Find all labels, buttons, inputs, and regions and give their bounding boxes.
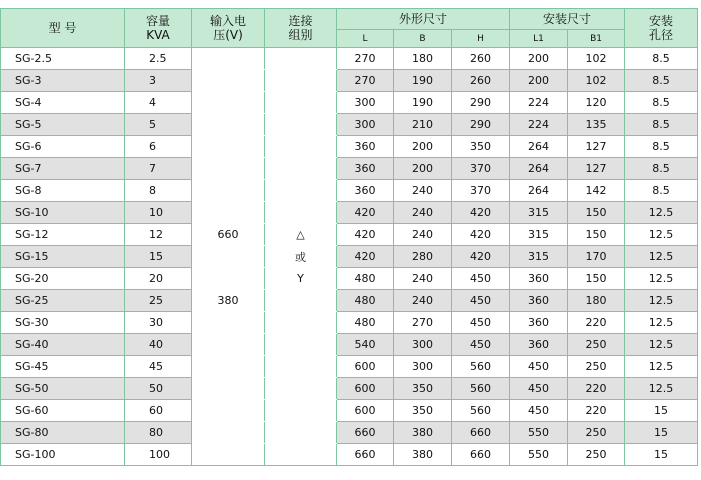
table-row <box>1 400 698 422</box>
cell-model: SG-25 <box>1 290 125 312</box>
cell-L: 300 <box>337 114 394 136</box>
header-voltage-line2: 压(V) <box>213 28 243 42</box>
cell-L1: 264 <box>510 158 568 180</box>
cell-capacity: 50 <box>125 378 192 400</box>
cell-model: SG-6 <box>1 136 125 158</box>
cell-hole: 8.5 <box>625 136 698 158</box>
cell-H: 420 <box>452 224 510 246</box>
cell-B1: 220 <box>568 312 625 334</box>
cell-model: SG-50 <box>1 378 125 400</box>
table-row <box>1 158 698 180</box>
cell-B1: 150 <box>568 224 625 246</box>
cell-L1: 550 <box>510 422 568 444</box>
header-outer-dim: 外形尺寸 <box>337 9 510 30</box>
cell-connection <box>265 334 337 356</box>
cell-connection: Y <box>265 268 337 290</box>
cell-B1: 170 <box>568 246 625 268</box>
cell-B1: 142 <box>568 180 625 202</box>
cell-voltage <box>192 70 265 92</box>
cell-hole: 12.5 <box>625 334 698 356</box>
cell-voltage <box>192 378 265 400</box>
cell-capacity: 6 <box>125 136 192 158</box>
cell-H: 370 <box>452 158 510 180</box>
cell-model: SG-8 <box>1 180 125 202</box>
cell-B: 210 <box>394 114 452 136</box>
cell-connection <box>265 312 337 334</box>
cell-L: 360 <box>337 136 394 158</box>
cell-hole: 15 <box>625 400 698 422</box>
cell-L1: 360 <box>510 312 568 334</box>
cell-voltage: 660 <box>192 224 265 246</box>
cell-L1: 450 <box>510 400 568 422</box>
table-row <box>1 422 698 444</box>
cell-L: 480 <box>337 312 394 334</box>
cell-L1: 360 <box>510 268 568 290</box>
cell-connection <box>265 378 337 400</box>
cell-B1: 250 <box>568 444 625 466</box>
cell-hole: 8.5 <box>625 180 698 202</box>
cell-hole: 8.5 <box>625 158 698 180</box>
cell-B: 240 <box>394 290 452 312</box>
cell-B1: 220 <box>568 400 625 422</box>
cell-B1: 127 <box>568 158 625 180</box>
header-hole-line1: 安装 <box>649 14 674 28</box>
cell-capacity: 25 <box>125 290 192 312</box>
cell-hole: 12.5 <box>625 246 698 268</box>
cell-capacity: 80 <box>125 422 192 444</box>
cell-capacity: 30 <box>125 312 192 334</box>
cell-model: SG-2.5 <box>1 48 125 70</box>
header-B: B <box>394 30 452 48</box>
cell-B: 200 <box>394 136 452 158</box>
cell-connection <box>265 356 337 378</box>
cell-model: SG-3 <box>1 70 125 92</box>
cell-H: 450 <box>452 268 510 290</box>
cell-capacity: 45 <box>125 356 192 378</box>
cell-L1: 550 <box>510 444 568 466</box>
header-connection <box>265 9 337 48</box>
header-capacity-unit: KVA <box>146 28 170 42</box>
cell-B: 280 <box>394 246 452 268</box>
table-row <box>1 290 698 312</box>
cell-L: 480 <box>337 290 394 312</box>
cell-capacity: 20 <box>125 268 192 290</box>
cell-L: 600 <box>337 378 394 400</box>
cell-L1: 200 <box>510 70 568 92</box>
cell-B1: 120 <box>568 92 625 114</box>
cell-L1: 360 <box>510 334 568 356</box>
cell-hole: 15 <box>625 444 698 466</box>
cell-B1: 250 <box>568 356 625 378</box>
cell-L: 420 <box>337 246 394 268</box>
cell-voltage <box>192 202 265 224</box>
table-row <box>1 48 698 70</box>
cell-voltage <box>192 334 265 356</box>
header-capacity <box>125 9 192 48</box>
cell-hole: 8.5 <box>625 48 698 70</box>
cell-B: 180 <box>394 48 452 70</box>
cell-H: 290 <box>452 92 510 114</box>
cell-voltage <box>192 136 265 158</box>
header-L: L <box>337 30 394 48</box>
cell-B: 240 <box>394 180 452 202</box>
header-H: H <box>452 30 510 48</box>
cell-L1: 360 <box>510 290 568 312</box>
cell-L: 270 <box>337 48 394 70</box>
header-model: 型 号 <box>1 9 125 48</box>
cell-L1: 264 <box>510 180 568 202</box>
cell-L: 540 <box>337 334 394 356</box>
cell-voltage <box>192 422 265 444</box>
cell-L1: 224 <box>510 114 568 136</box>
cell-voltage <box>192 158 265 180</box>
cell-voltage <box>192 246 265 268</box>
cell-connection <box>265 444 337 466</box>
cell-connection <box>265 158 337 180</box>
table-row <box>1 70 698 92</box>
header-hole-line2: 孔径 <box>649 28 674 42</box>
table-row <box>1 444 698 466</box>
cell-hole: 8.5 <box>625 92 698 114</box>
cell-model: SG-100 <box>1 444 125 466</box>
header-hole <box>625 9 698 48</box>
cell-B: 380 <box>394 444 452 466</box>
cell-L1: 450 <box>510 356 568 378</box>
cell-hole: 12.5 <box>625 290 698 312</box>
table-row <box>1 224 698 246</box>
cell-connection <box>265 136 337 158</box>
table-row <box>1 312 698 334</box>
table-row <box>1 334 698 356</box>
cell-L: 660 <box>337 444 394 466</box>
cell-model: SG-4 <box>1 92 125 114</box>
cell-L: 660 <box>337 422 394 444</box>
cell-model: SG-40 <box>1 334 125 356</box>
cell-B1: 135 <box>568 114 625 136</box>
cell-B1: 180 <box>568 290 625 312</box>
cell-hole: 15 <box>625 422 698 444</box>
header-mount-dim: 安装尺寸 <box>510 9 625 30</box>
cell-H: 350 <box>452 136 510 158</box>
cell-model: SG-60 <box>1 400 125 422</box>
cell-B: 300 <box>394 334 452 356</box>
cell-voltage <box>192 114 265 136</box>
cell-model: SG-45 <box>1 356 125 378</box>
cell-capacity: 40 <box>125 334 192 356</box>
header-capacity-label: 容量 <box>145 14 170 28</box>
cell-voltage <box>192 92 265 114</box>
cell-hole: 12.5 <box>625 224 698 246</box>
table-row <box>1 268 698 290</box>
cell-B: 350 <box>394 400 452 422</box>
cell-capacity: 4 <box>125 92 192 114</box>
cell-L1: 224 <box>510 92 568 114</box>
cell-connection <box>265 92 337 114</box>
cell-connection <box>265 400 337 422</box>
cell-H: 260 <box>452 70 510 92</box>
cell-connection <box>265 202 337 224</box>
header-connection-line2: 组别 <box>288 28 313 42</box>
cell-voltage <box>192 48 265 70</box>
cell-L1: 315 <box>510 202 568 224</box>
cell-hole: 12.5 <box>625 312 698 334</box>
cell-B: 300 <box>394 356 452 378</box>
cell-H: 660 <box>452 422 510 444</box>
cell-H: 420 <box>452 246 510 268</box>
table-row <box>1 378 698 400</box>
cell-model: SG-20 <box>1 268 125 290</box>
cell-voltage <box>192 400 265 422</box>
cell-B1: 220 <box>568 378 625 400</box>
cell-B: 240 <box>394 224 452 246</box>
cell-B1: 250 <box>568 422 625 444</box>
cell-L1: 264 <box>510 136 568 158</box>
cell-B: 350 <box>394 378 452 400</box>
cell-connection <box>265 48 337 70</box>
header-L1: L1 <box>510 30 568 48</box>
cell-L: 300 <box>337 92 394 114</box>
cell-capacity: 12 <box>125 224 192 246</box>
cell-model: SG-7 <box>1 158 125 180</box>
cell-capacity: 60 <box>125 400 192 422</box>
cell-B1: 250 <box>568 334 625 356</box>
cell-H: 660 <box>452 444 510 466</box>
cell-B: 200 <box>394 158 452 180</box>
cell-model: SG-5 <box>1 114 125 136</box>
cell-L: 270 <box>337 70 394 92</box>
cell-hole: 12.5 <box>625 268 698 290</box>
cell-L1: 450 <box>510 378 568 400</box>
cell-B: 190 <box>394 92 452 114</box>
table-row <box>1 246 698 268</box>
cell-connection <box>265 114 337 136</box>
cell-L1: 315 <box>510 246 568 268</box>
cell-H: 560 <box>452 378 510 400</box>
cell-capacity: 100 <box>125 444 192 466</box>
spec-table <box>0 8 698 466</box>
cell-voltage <box>192 356 265 378</box>
cell-model: SG-15 <box>1 246 125 268</box>
cell-B1: 150 <box>568 202 625 224</box>
cell-capacity: 10 <box>125 202 192 224</box>
cell-B1: 102 <box>568 70 625 92</box>
cell-B: 240 <box>394 202 452 224</box>
cell-H: 450 <box>452 334 510 356</box>
cell-hole: 8.5 <box>625 114 698 136</box>
cell-capacity: 5 <box>125 114 192 136</box>
cell-L: 420 <box>337 202 394 224</box>
cell-L: 600 <box>337 356 394 378</box>
cell-B: 190 <box>394 70 452 92</box>
cell-voltage: 380 <box>192 290 265 312</box>
cell-hole: 12.5 <box>625 202 698 224</box>
cell-L: 600 <box>337 400 394 422</box>
table-row <box>1 114 698 136</box>
cell-model: SG-10 <box>1 202 125 224</box>
cell-capacity: 3 <box>125 70 192 92</box>
cell-capacity: 8 <box>125 180 192 202</box>
cell-capacity: 15 <box>125 246 192 268</box>
cell-L1: 315 <box>510 224 568 246</box>
cell-connection <box>265 422 337 444</box>
cell-B1: 150 <box>568 268 625 290</box>
cell-connection <box>265 70 337 92</box>
cell-H: 560 <box>452 356 510 378</box>
header-voltage-line1: 输入电 <box>209 14 246 28</box>
cell-model: SG-12 <box>1 224 125 246</box>
cell-capacity: 7 <box>125 158 192 180</box>
table-row <box>1 92 698 114</box>
cell-L: 360 <box>337 158 394 180</box>
cell-capacity: 2.5 <box>125 48 192 70</box>
table-row <box>1 202 698 224</box>
cell-B: 240 <box>394 268 452 290</box>
cell-connection: 或 <box>265 246 337 268</box>
header-B1: B1 <box>568 30 625 48</box>
cell-hole: 8.5 <box>625 70 698 92</box>
cell-L1: 200 <box>510 48 568 70</box>
cell-voltage <box>192 268 265 290</box>
cell-hole: 12.5 <box>625 378 698 400</box>
cell-H: 370 <box>452 180 510 202</box>
table-body <box>1 48 698 466</box>
cell-voltage <box>192 444 265 466</box>
table-row <box>1 356 698 378</box>
cell-H: 450 <box>452 290 510 312</box>
cell-H: 420 <box>452 202 510 224</box>
cell-L: 360 <box>337 180 394 202</box>
cell-B1: 102 <box>568 48 625 70</box>
cell-B1: 127 <box>568 136 625 158</box>
cell-H: 450 <box>452 312 510 334</box>
table-row <box>1 136 698 158</box>
cell-L: 480 <box>337 268 394 290</box>
cell-voltage <box>192 312 265 334</box>
cell-H: 290 <box>452 114 510 136</box>
cell-H: 260 <box>452 48 510 70</box>
cell-connection <box>265 180 337 202</box>
cell-hole: 12.5 <box>625 356 698 378</box>
cell-voltage <box>192 180 265 202</box>
cell-model: SG-30 <box>1 312 125 334</box>
cell-connection: △ <box>265 224 337 246</box>
cell-B: 270 <box>394 312 452 334</box>
header-voltage <box>192 9 265 48</box>
cell-connection <box>265 290 337 312</box>
header-connection-line1: 连接 <box>288 14 313 28</box>
cell-B: 380 <box>394 422 452 444</box>
cell-L: 420 <box>337 224 394 246</box>
cell-model: SG-80 <box>1 422 125 444</box>
cell-H: 560 <box>452 400 510 422</box>
table-row <box>1 180 698 202</box>
